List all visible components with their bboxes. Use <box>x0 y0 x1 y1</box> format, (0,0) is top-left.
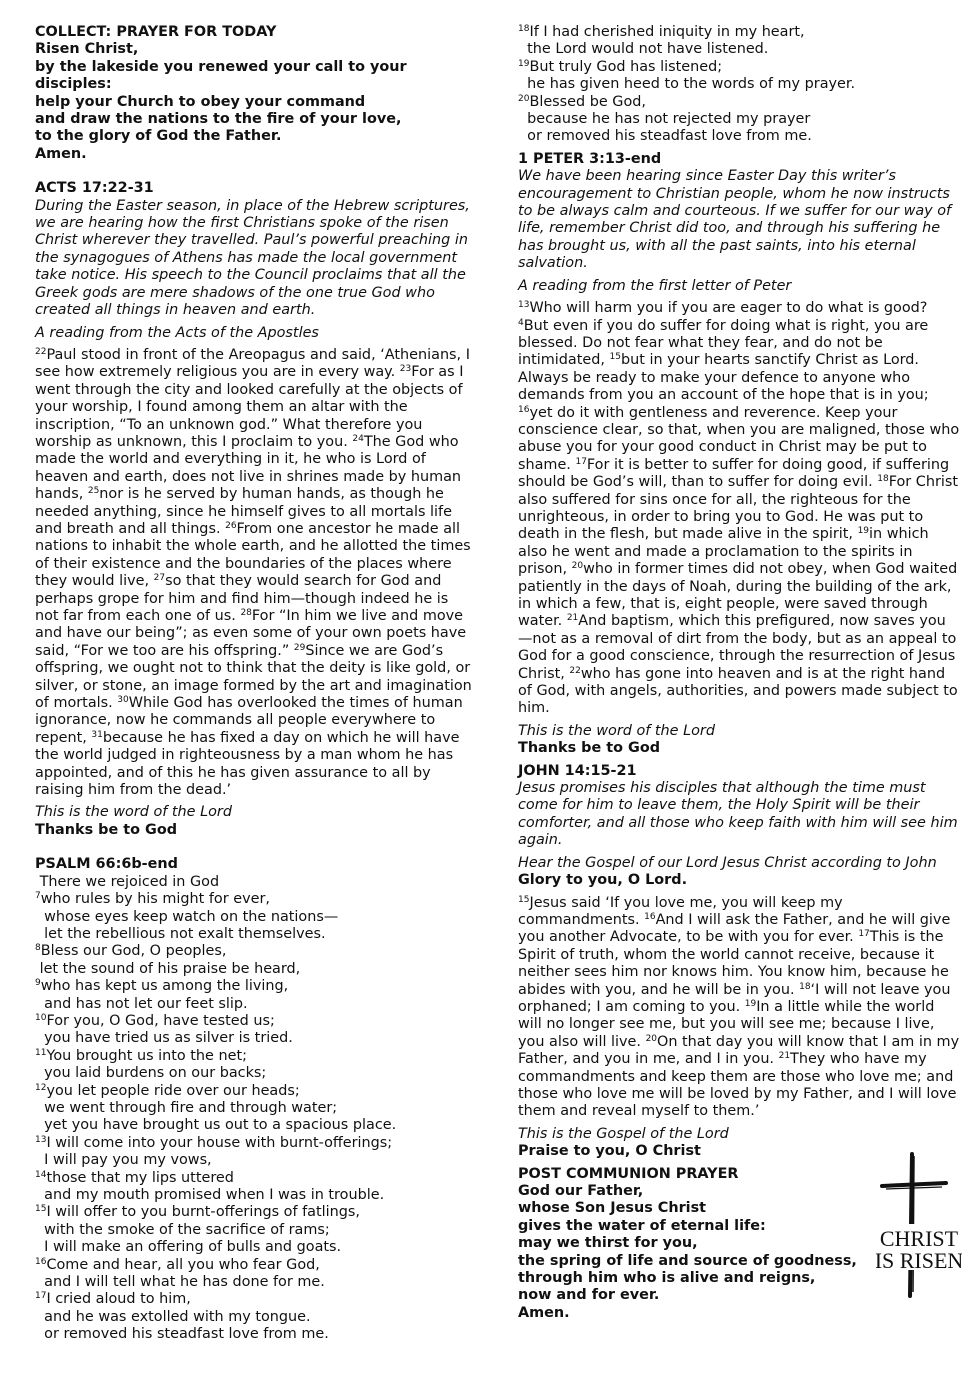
verse-text: The God who made the world and everything in it, he who is Lord of heaven and earth, does not live in shrines made by human hands, <box>35 433 462 503</box>
verse-text: And baptism, which this prefigured, now saves you—not as a removal of dirt from the body, but as an appeal to God for a good conscience, through the resurrection of Jesus Christ, <box>518 613 957 682</box>
psalm-text: you let people ride over our heads; <box>46 1082 300 1099</box>
verse-number: 18 <box>799 981 811 992</box>
psalm-line <box>35 1257 475 1274</box>
collect-prayer <box>35 41 475 163</box>
acts-reading <box>35 347 475 800</box>
psalm-line <box>35 1100 475 1117</box>
verse-text: Paul stood in front of the Areopagus and said, ‘Athenians, I see how extremely religious you are in every way. <box>35 346 470 381</box>
collect-section <box>35 24 475 163</box>
verse-number: 15 <box>35 1204 47 1215</box>
psalm-line <box>518 128 960 145</box>
verse-number: 22 <box>35 346 47 357</box>
verse-text: Since we are God’s offspring, we ought not to think that the deity is like gold, or silver, or stone, an image formed by the art and imagination of mortals. <box>35 642 472 712</box>
verse-number: 23 <box>399 364 412 375</box>
psalm-line <box>35 1030 475 1047</box>
post-communion-line: the spring of life and source of goodness, <box>518 1252 857 1269</box>
verse-number: 14 <box>35 1169 47 1180</box>
psalm-text: and my mouth promised when I was in trouble. <box>35 1187 385 1203</box>
peter-heading: 1 PETER 3:13-end <box>518 150 662 167</box>
verse-text: And I will ask the Father, and he will give you another Advocate, to be with you for ever. <box>518 911 951 946</box>
logo-line1: CHRIST <box>879 1226 959 1251</box>
verse-text: For it is better to suffer for doing good, if suffering should be God’s will, than to suffer for doing evil. <box>518 456 950 491</box>
psalm-text: you laid burdens on our backs; <box>35 1065 267 1082</box>
psalm-line <box>35 1222 475 1239</box>
verse-number: 15 <box>609 352 621 363</box>
psalm-text: let the sound of his praise be heard, <box>35 960 301 977</box>
psalm-text: whose eyes keep watch on the nations— <box>35 908 339 925</box>
verse-text: ‘I will not leave you orphaned; I am coming to you. <box>518 981 951 1015</box>
psalm-heading: PSALM 66:6b-end <box>35 856 178 873</box>
john-response-call: This is the Gospel of the Lord <box>518 1125 729 1142</box>
verse-number: 20 <box>645 1033 658 1044</box>
verse-text: Who will harm you if you are eager to do what is good? <box>529 300 928 317</box>
psalm-line <box>35 1170 475 1187</box>
post-communion-line: Amen. <box>518 1304 570 1321</box>
post-communion-line: gives the water of eternal life: <box>518 1217 766 1234</box>
psalm-text: Bless our God, O peoples, <box>40 943 227 960</box>
psalm-line <box>35 1291 475 1308</box>
john-section <box>518 763 960 1161</box>
verse-number: 11 <box>35 1047 47 1058</box>
psalm-text: I will come into your house with burnt-offerings; <box>46 1134 393 1151</box>
acts-section <box>35 180 475 839</box>
collect-line: help your Church to obey your command <box>35 93 366 110</box>
verse-text: who in former times did not obey, when God waited patiently in the days of Noah, during the building of the ark, in which a few, that is, eight people, were saved through water. <box>518 561 958 630</box>
verse-text: in which also he went and made a proclamation to the spirits in prison, <box>518 526 929 578</box>
psalm-line <box>35 1152 475 1169</box>
verse-text: For as I went through the city and looked carefully at the objects of your worship, I found among them an altar with the inscription, “To an unknown god.” What therefore you worship as unknown, this I proclaim to you. <box>35 364 464 450</box>
verse-number: 20 <box>571 561 584 572</box>
psalm-line <box>518 76 960 93</box>
verse-text: because he has fixed a day on which he will have the world judged in righteousness by a man whom he has appointed, and of this he has given assurance to all by raising him from the dead.’ <box>35 729 460 799</box>
verse-number: 16 <box>35 1256 47 1267</box>
psalm-text: You brought us into the net; <box>46 1047 247 1064</box>
john-intro: Jesus promises his disciples that although the time must come for him to leave them, the Holy Spirit will be their comforter, and all those who keep faith with him will see him again. <box>518 780 958 849</box>
psalm-line <box>35 1204 475 1221</box>
psalm-text: or removed his steadfast love from me. <box>518 128 812 145</box>
verse-text: On that day you will know that I am in my Father, and you in me, and I in you. <box>518 1033 960 1068</box>
acts-response-call: This is the word of the Lord <box>35 804 232 821</box>
verse-number: 19 <box>857 526 870 537</box>
psalm-line <box>35 1309 475 1326</box>
peter-intro: We have been hearing since Easter Day this writer’s encouragement to Christian people, whom he now instructs to be always calm and courteous. If we suffer for our way of life, remember Christ did too, and through his suffering he has brought us, with all the past saints, into his eternal salvation. <box>518 168 952 272</box>
logo-line2: IS RISEN <box>876 1248 962 1273</box>
post-communion-line: God our Father, <box>518 1183 644 1199</box>
psalm-line <box>35 1048 475 1065</box>
verse-number: 9 <box>35 978 41 989</box>
psalm-text: you have tried us as silver is tried. <box>35 1030 293 1047</box>
verse-number: 12 <box>35 1082 47 1093</box>
peter-response: Thanks be to God <box>518 740 661 757</box>
john-reading <box>518 895 960 1121</box>
psalm-text: the Lord would not have listened. <box>518 41 769 58</box>
verse-text: so that they would search for God and perhaps grope for him and find him—though indeed he is not far from each one of us. <box>35 573 449 624</box>
verse-number: 20 <box>518 93 530 104</box>
verse-text: but in your hearts sanctify Christ as Lord. Always be ready to make your defence to anyone who demands from you an account of the hope that is in you; <box>518 352 929 404</box>
psalm-lines <box>35 874 475 1344</box>
verse-text: For “In him we live and move and have our being”; as even some of your own poets have said, “For we too are his offspring.” <box>35 608 467 659</box>
cross-icon <box>876 1150 962 1298</box>
verse-text: They who have my commandments and keep them are those who love me; and those who love me will be loved by my Father, and I will love them and reveal myself to them.’ <box>518 1051 957 1120</box>
psalm-line <box>518 111 960 128</box>
psalm-line <box>35 1274 475 1291</box>
psalm-line <box>35 961 475 978</box>
psalm-text: because he has not rejected my prayer <box>518 111 811 128</box>
verse-number: 10 <box>35 1012 47 1023</box>
psalm-line <box>35 1117 475 1134</box>
psalm-continued <box>518 24 960 146</box>
verse-number: 21 <box>778 1051 791 1062</box>
psalm-line <box>35 978 475 995</box>
psalm-text: let the rebellious not exalt themselves. <box>35 925 326 942</box>
verse-number: 13 <box>35 1134 47 1145</box>
acts-intro: During the Easter season, in place of the Hebrew scriptures, we are hearing how the first Christians spoke of the risen Christ wherever they travelled. Paul’s powerful preaching in the synagogues of Athens has made the local government take notice. His speech to the Council proclaims that all the Greek gods are mere shadows of the one true God who created all things in heaven and earth. <box>35 197 470 319</box>
verse-text: This is the Spirit of truth, whom the world cannot receive, because it neither sees him nor knows him. You know him, because he abides with you, and he will be in you. <box>518 929 949 998</box>
psalm-text: I cried aloud to him, <box>46 1291 191 1308</box>
psalm-lines-continued <box>518 24 960 146</box>
verse-number: 25 <box>87 486 100 497</box>
verse-number: 15 <box>518 894 530 905</box>
verse-number: 16 <box>518 404 530 415</box>
psalm-line <box>35 1083 475 1100</box>
psalm-text: and I will tell what he has done for me. <box>35 1274 325 1291</box>
collect-line: Amen. <box>35 145 87 162</box>
verse-text: But even if you do suffer for doing what is right, you are blessed. Do not fear what they fear, and do not be intimidated, <box>518 317 929 369</box>
psalm-text: But truly God has listened; <box>529 58 723 75</box>
psalm-text: I will make an offering of bulls and goats. <box>35 1239 342 1256</box>
psalm-text: Come and hear, all you who fear God, <box>46 1256 320 1273</box>
verse-number: 17 <box>575 456 587 467</box>
psalm-line <box>35 1065 475 1082</box>
verse-number: 26 <box>225 520 237 531</box>
psalm-text: For you, O God, have tested us; <box>46 1012 275 1029</box>
verse-number: 16 <box>644 911 656 922</box>
john-announce-response: Glory to you, O Lord. <box>518 872 688 889</box>
acts-announce: A reading from the Acts of the Apostles <box>35 324 319 341</box>
verse-text: From one ancestor he made all nations to inhabit the whole earth, and he allotted the times of their existence and the boundaries of the places where they would live, <box>35 520 471 590</box>
psalm-text: or removed his steadfast love from me. <box>35 1326 329 1343</box>
psalm-line <box>35 874 475 891</box>
psalm-text: I will offer to you burnt-offerings of fatlings, <box>46 1204 360 1221</box>
verse-number: 24 <box>352 433 364 444</box>
psalm-text: we went through fire and through water; <box>35 1099 338 1116</box>
post-communion-heading: POST COMMUNION PRAYER <box>518 1165 739 1182</box>
psalm-line <box>35 1239 475 1256</box>
acts-response: Thanks be to God <box>35 821 178 838</box>
psalm-text: and has not let our feet slip. <box>35 995 248 1012</box>
verse-number: 28 <box>240 608 252 618</box>
verse-text: nor is he served by human hands, as though he needed anything, since he himself gives to all mortals life and breath and all things. <box>35 486 452 537</box>
psalm-section <box>35 856 475 1343</box>
psalm-text: I will pay you my vows, <box>35 1152 212 1169</box>
psalm-line <box>35 909 475 926</box>
psalm-line <box>35 1187 475 1204</box>
verse-number: 27 <box>153 573 166 584</box>
collect-line: by the lakeside you renewed your call to your disciples: <box>35 58 407 93</box>
verse-number: 7 <box>35 891 41 902</box>
psalm-text: he has given heed to the words of my prayer. <box>518 76 856 93</box>
psalm-line <box>35 1013 475 1030</box>
verse-text: yet do it with gentleness and reverence. Keep your conscience clear, so that, when you are maligned, those who abuse you for your good conduct in Christ may be put to shame. <box>518 404 960 473</box>
psalm-text: who has kept us among the living, <box>40 978 289 995</box>
verse-number: 19 <box>744 998 757 1009</box>
post-communion-line: whose Son Jesus Christ <box>518 1200 707 1217</box>
psalm-line <box>518 24 960 41</box>
verse-text: Jesus said ‘If you love me, you will keep my commandments. <box>518 894 843 928</box>
post-communion-line: now and for ever. <box>518 1287 660 1304</box>
verse-number: 31 <box>91 729 103 740</box>
peter-response-call: This is the word of the Lord <box>518 722 715 739</box>
left-column <box>35 24 475 1344</box>
collect-line: to the glory of God the Father. <box>35 128 282 145</box>
peter-section <box>518 151 960 758</box>
psalm-text: If I had cherished iniquity in my heart, <box>529 24 805 40</box>
john-announce: Hear the Gospel of our Lord Jesus Christ according to John <box>518 854 937 871</box>
verse-number: 30 <box>117 695 129 706</box>
verse-number: 21 <box>566 613 579 624</box>
psalm-line <box>518 41 960 58</box>
post-communion-line: may we thirst for you, <box>518 1235 698 1252</box>
psalm-line <box>518 94 960 111</box>
verse-text: In a little while the world will no longer see me, but you will see me; because I live, you also will live. <box>518 998 935 1050</box>
collect-line: and draw the nations to the fire of your love, <box>35 111 402 128</box>
right-column <box>518 24 960 1322</box>
psalm-text: with the smoke of the sacrifice of rams; <box>35 1221 330 1238</box>
psalm-line <box>35 1326 475 1343</box>
verse-number: 4 <box>518 317 524 328</box>
verse-number: 8 <box>35 943 41 954</box>
john-response: Praise to you, O Christ <box>518 1143 701 1160</box>
verse-text: For Christ also suffered for sins once for all, the righteous for the unrighteous, in order to bring you to God. He was put to death in the flesh, but made alive in the spirit, <box>518 474 959 543</box>
psalm-line <box>35 891 475 908</box>
psalm-text: yet you have brought us out to a spacious place. <box>35 1117 397 1134</box>
psalm-line <box>35 926 475 943</box>
psalm-line <box>35 943 475 960</box>
verse-text: who has gone into heaven and is at the right hand of God, with angels, authorities, and powers made subject to him. <box>518 665 958 717</box>
post-communion-line: through him who is alive and reigns, <box>518 1270 816 1287</box>
peter-announce: A reading from the first letter of Peter <box>518 277 792 294</box>
collect-line: Risen Christ, <box>35 41 139 58</box>
verse-number: 17 <box>858 929 870 940</box>
peter-reading <box>518 300 960 718</box>
psalm-text: who rules by his might for ever, <box>40 891 270 908</box>
psalm-line <box>518 59 960 76</box>
verse-number: 17 <box>35 1291 47 1302</box>
christ-is-risen-logo <box>876 1150 962 1298</box>
john-heading: JOHN 14:15-21 <box>518 762 637 779</box>
verse-number: 18 <box>518 24 530 34</box>
collect-heading: COLLECT: PRAYER FOR TODAY <box>35 24 277 40</box>
psalm-text: Blessed be God, <box>529 93 646 110</box>
psalm-text: There we rejoiced in God <box>35 873 220 890</box>
verse-number: 18 <box>877 474 889 485</box>
verse-number: 22 <box>569 665 581 676</box>
psalm-text: those that my lips uttered <box>46 1169 234 1186</box>
verse-number: 13 <box>518 300 530 311</box>
acts-heading: ACTS 17:22-31 <box>35 180 154 197</box>
psalm-text: and he was extolled with my tongue. <box>35 1308 311 1325</box>
verse-number: 19 <box>518 58 530 69</box>
verse-number: 29 <box>293 642 306 653</box>
psalm-line <box>35 996 475 1013</box>
verse-text: While God has overlooked the times of human ignorance, now he commands all people everywhere to repent, <box>35 695 463 746</box>
psalm-line <box>35 1135 475 1152</box>
